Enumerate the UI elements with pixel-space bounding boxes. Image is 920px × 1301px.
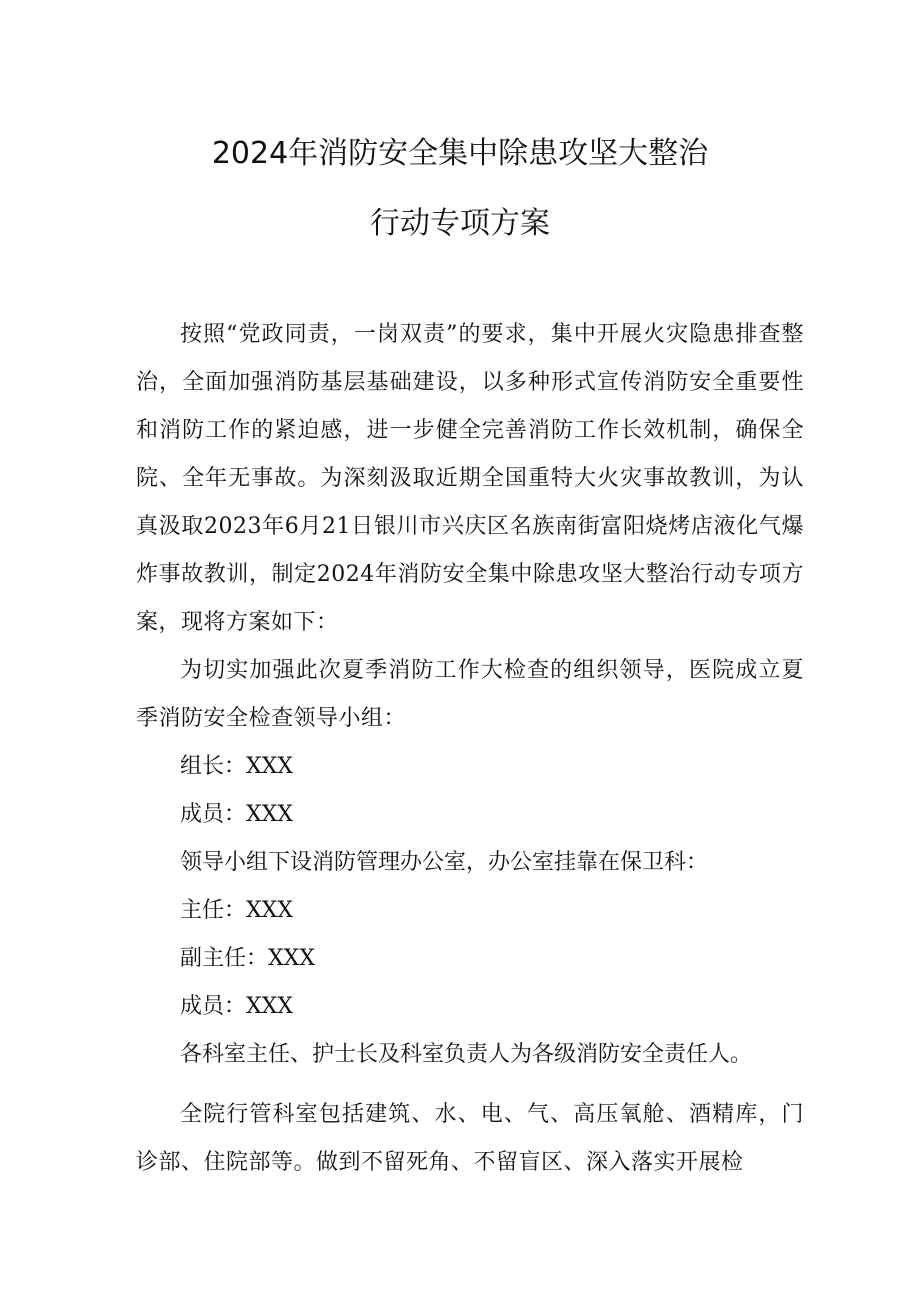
office-members-line: 成员：XXX bbox=[180, 994, 293, 1019]
group-members-line: 成员：XXX bbox=[180, 802, 293, 827]
office-director-line: 主任：XXX bbox=[180, 898, 293, 923]
office-intro-line: 领导小组下设消防管理办公室，办公室挂靠在保卫科： bbox=[180, 850, 709, 875]
intro-paragraph: 按照“党政同责，一岗双责”的要求，集中开展火灾隐患排查整治，全面加强消防基层基础建设，以多种形式宣传消防安全重要性和消防工作的紧迫感，进一步健全完善消防工作长效机制，确保全院、全年无事故。为深刻汲取近期全国重特大火灾事故教训，为认真汲取2023年6月21日银川市兴庆区名族南街富阳烧烤店液化气爆炸事故教训，制定2024年消防安全集中除患攻坚大整治行动专项方案，现将方案如下： bbox=[136, 322, 804, 635]
document-title-line-1: 2024年消防安全集中除患攻坚大整治 bbox=[211, 136, 709, 171]
inspection-scope-paragraph: 全院行管科室包括建筑、水、电、气、高压氧舱、酒精库，门诊部、住院部等。做到不留死角、不留盲区、深入落实开展检 bbox=[136, 1102, 804, 1175]
document-body bbox=[136, 311, 804, 1187]
office-deputy-director-line: 副主任：XXX bbox=[180, 946, 315, 971]
leadership-group-paragraph: 为切实加强此次夏季消防工作大检查的组织领导，医院成立夏季消防安全检查领导小组： bbox=[136, 658, 804, 731]
group-leader-line: 组长：XXX bbox=[180, 754, 293, 779]
responsibility-line: 各科室主任、护士长及科室负责人为各级消防安全责任人。 bbox=[180, 1042, 753, 1067]
document-title-line-2: 行动专项方案 bbox=[370, 206, 550, 241]
